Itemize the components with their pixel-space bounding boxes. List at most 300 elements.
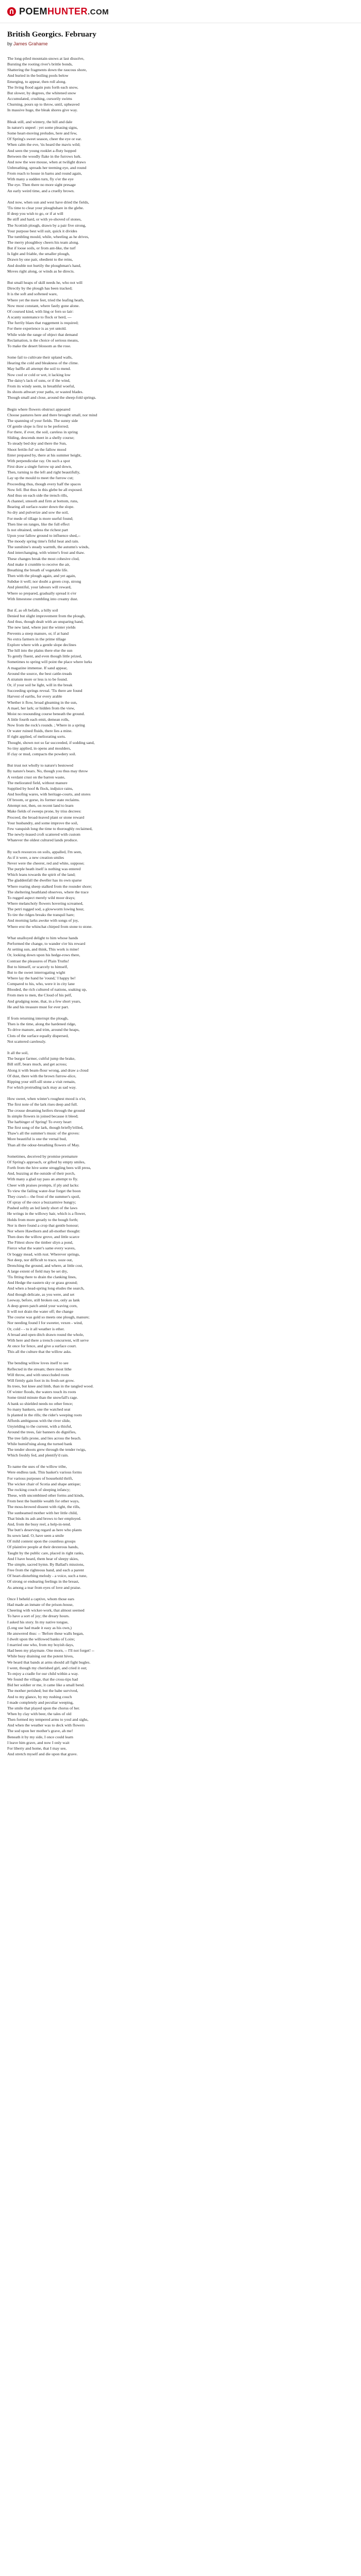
poem-line: Will firmly gain foot in its fresh-set grow.	[7, 1378, 75, 1383]
poem-line: As if it were, a new creation smiles	[7, 855, 64, 860]
poem-line: Bid her soldier or me, it came like a small bend.	[7, 1683, 85, 1688]
poem-line: Blooded, the rich cultured of nations, soaking up,	[7, 987, 87, 992]
poem-line: And when a head-spring long eludes the search,	[7, 1286, 85, 1291]
poem-line: Never were the cheerer, red and white, suppose;	[7, 860, 85, 866]
poem-line: The course was gold so meets one plough, manure;	[7, 1315, 90, 1320]
poem-line: These changes break the most cohesive clod,	[7, 556, 80, 561]
poem-line: Moves right along, or winds as he directs.	[7, 268, 75, 274]
stanza	[7, 1096, 354, 1147]
poem-line: Nor needing found I for sweeter, vexen - wind,	[7, 1320, 83, 1326]
poem-line: Where so prepared, gradually spread it o'er	[7, 590, 77, 596]
poem-line: For which protruding tack may as sad way.	[7, 1084, 77, 1090]
poem-line: And now, when sun and west have dried the fields,	[7, 199, 89, 205]
poem-line: The new land, where just the winter yields	[7, 625, 76, 630]
stanza	[7, 1596, 354, 1757]
poem-line: Pushed softly an led lately short of the laws	[7, 1206, 77, 1211]
poem-line: And hoofing wares, with heritage-courts, and stores	[7, 792, 91, 796]
poem-line: Of mild content upon the countless groups	[7, 1539, 76, 1544]
poem-line: Between the woodly flake in the furrows lurk.	[7, 154, 81, 159]
poem-line: Holds from more greatly to the bough forth;	[7, 1217, 78, 1222]
stanza	[7, 1464, 354, 1590]
poem-line: And double not hurtily the ploughman's hand,	[7, 263, 81, 268]
poem-line: When calm the eve, 'tis heard the mavis wild;	[7, 142, 80, 147]
stanza	[7, 762, 354, 843]
poem-line: To have a sort of joy; the dreary hours.	[7, 1614, 70, 1619]
poem-line: Upon your fallow ground to influence shed,--	[7, 533, 80, 538]
poem-line: Explore where with a gentle slope declines	[7, 642, 76, 647]
poem-line: And to my glance, by my rushing couch	[7, 1694, 72, 1699]
poem-line: The Fittest show the timber sliyn a pond,	[7, 1240, 73, 1245]
poem-line: And Hedge the eastern sky or grass ground;	[7, 1280, 78, 1285]
poem-line: Taught by the public care, placed in right ranks,	[7, 1550, 84, 1555]
poem-line: With limestone crumbling into creamy dust.	[7, 596, 78, 601]
poem-line: The meliorated field, without manure	[7, 780, 68, 785]
poem-line: With many a glad ray pass an attempt to fly.	[7, 1177, 78, 1182]
poem-line: I leave him grave, and now I only wait	[7, 1740, 70, 1745]
poem-line: A deep green patch amid your waving corn,	[7, 1303, 78, 1308]
poem-line: Is not obtained, unless the richest part	[7, 527, 69, 532]
logo-text-main: POEM	[19, 6, 48, 16]
poem-line: This all the culture that the willow asks.	[7, 1349, 72, 1354]
poem-line: Lay up the mould to meet the furrow cut;	[7, 476, 74, 481]
poem-line: In nature's unpeel : yet some pleasing signs,	[7, 125, 78, 130]
poem-line: Of plaintive people at their dexterous hands,	[7, 1545, 79, 1550]
poem-line: The eye. Then there no more sight presage	[7, 182, 76, 188]
poem-line: To gently fluent, and even though little prized,	[7, 654, 82, 659]
poem-line: From reach to house in barns and round again,	[7, 171, 82, 176]
poem-line: Had been my playmate. One morn, -- I'll not forget! --	[7, 1648, 94, 1653]
poem-line: Clots of the surface equally dispersed,	[7, 1033, 69, 1038]
poem-line: A channel, smooth and firm at bottom, runs,	[7, 499, 78, 504]
poem-line: A little fourth each emit, demean rolls,	[7, 717, 70, 722]
poem-line: Contrast the pleasures of Plain Truths!	[7, 958, 69, 963]
poem-line: Some timid minute than the snowfall's rage.	[7, 1395, 78, 1400]
poem-line: To enjoy a cradle for our child within a way.	[7, 1671, 79, 1676]
poem-line: Ripping your stiff-sill stone a visit remain,	[7, 1079, 76, 1084]
poem-line: Succeeding springs reveal. 'Tis there are found	[7, 688, 83, 693]
poem-line: Few vanquish long the time to thoroughly reclaimed,	[7, 826, 93, 831]
poem-line: Make fields of sweeps prone, by triss decrees:	[7, 809, 81, 814]
poem-line: Reflected in the stream; there most lithe	[7, 1366, 72, 1371]
poem-line: The smile that played upon the chorus of her.	[7, 1705, 80, 1710]
poem-line: Of heart-disturbing melody - a voice, such a tune,	[7, 1573, 88, 1579]
poem-line: The moody spring time's fitful heat and rain.	[7, 539, 79, 544]
poem-line: Sometimes to spring will point the place where lurks	[7, 659, 92, 665]
poem-line: Sliding, descends meet in a shelly course;	[7, 435, 75, 440]
poem-line: Of broom, or gorse, its former state reclaims.	[7, 798, 80, 803]
poem-line: The sunshine's steady warmth, the autumn's winds,	[7, 545, 90, 550]
poem-title: British Georgics. February	[7, 30, 96, 39]
poem-line: And make it crumble to receive the air,	[7, 562, 70, 567]
poem-line: No extra farmers in the prime tillage	[7, 636, 66, 641]
poem-line: And when the weather was to deck with flowers	[7, 1723, 85, 1728]
poem-line: Of winter floods, the waters touch its roots	[7, 1389, 76, 1395]
poem-line: How sweet, when winter's roughest mood is o'er,	[7, 1096, 86, 1101]
poem-line: But to himself, or scarcely to himself,	[7, 964, 68, 969]
poem-line: At once for fence, and give a surface court.	[7, 1344, 77, 1348]
poem-line: Is planted in the rills; the rider's weeping roots	[7, 1412, 82, 1417]
poem-line: I dwelt upon the willowed banks of Loire;	[7, 1636, 75, 1641]
poem-line: Nor is there found a crop that gentle honour;	[7, 1223, 79, 1228]
poem-line: In massive huge, the bleak shores give way.	[7, 108, 78, 113]
poem-line: With here and there a trench concurrent, will serve	[7, 1337, 89, 1343]
poem-line: Breathing the breath of vegetable life.	[7, 567, 69, 572]
poem-line: Where melancholy flowers hovering screamed,	[7, 901, 84, 906]
poem-line: Begin where flowers obstruct appeared	[7, 406, 71, 412]
poem-line: Which leans towards the spirit of the land;	[7, 872, 76, 877]
poem-line: First draw a single furrow up and down,	[7, 464, 72, 469]
poem-line: He wrings in the willowy hair, which is a flower,	[7, 1211, 86, 1216]
poem-line: Denied but slight improvement from the plough,	[7, 614, 86, 619]
poem-line: Of coursed kind, with ling or fern so lair:	[7, 309, 74, 314]
poem-line: The long-piled mountain-snows at last dissolve,	[7, 56, 85, 61]
poem-line: Bearing all surface-water down the slope.	[7, 504, 74, 510]
poem-line: Fierce what the water's same every waves,	[7, 1246, 76, 1251]
poem-line: To make the desert blossom as the rose.	[7, 343, 71, 348]
poem-line: Of gentle slope is first to be preferred;	[7, 424, 69, 429]
poem-line: The sod upon her mother's grave, ah me!	[7, 1728, 73, 1734]
poem-line: Cheer with praises prompts, if ply and lacks:	[7, 1182, 79, 1188]
poem-line: Will throw, and with unoccluded roots	[7, 1372, 69, 1377]
poem-line: Bleak still, and wintery, the hill and dale	[7, 119, 73, 124]
poem-line: A bank so shielded needs no other fence;	[7, 1401, 73, 1406]
poem-line: Of Spring's sweet season, cheer the eye or ear.	[7, 137, 82, 142]
poem-line: While humid'ning along the turned bank	[7, 1441, 72, 1446]
poem-line: Enter prepared by, there at his summer height,	[7, 452, 81, 457]
poem-line: What unalloyed delight to him whose hands	[7, 935, 78, 940]
poem-line: A broad and open ditch drawn round the whole,	[7, 1332, 84, 1337]
poem-line: That binds its ash and brows to her employed.	[7, 1516, 81, 1521]
poem-body	[7, 56, 354, 1757]
poem-line: From its windy seem, in breathful woeful,	[7, 383, 75, 388]
poem-line: Your purpose best will suit, quick it divides	[7, 228, 77, 233]
stanza	[7, 1360, 354, 1458]
poem-line: Which freshly fed, and plentify'd rain.	[7, 1452, 69, 1458]
poem-line: To rugged aspect merely wild moor drays;	[7, 895, 75, 900]
poem-line: Now from the rock's rounds. ; Where in a spring	[7, 723, 85, 728]
poem-article	[7, 30, 354, 1762]
poem-line: More beautiful is one the vernal bud,	[7, 1137, 67, 1142]
poem-line: We heard that bands at arms should all fight bugles.	[7, 1659, 91, 1665]
poem-line: And seen the young rooklet a-fluty hopped	[7, 148, 76, 153]
poem-line: For there, if ever, the soil, careless in spring	[7, 430, 78, 435]
poem-line: The wicker chair of Scotia and shape antique;	[7, 1481, 81, 1486]
poem-line: Or water ruined fluids, there lies a mine.	[7, 728, 73, 734]
poem-line: 'Tis time to clear your ploughshare in the glebe.	[7, 206, 84, 211]
poem-line: Had made an inmate of the prison-house,	[7, 1602, 74, 1607]
poem-line: Bill stiff, bears much, and get across;	[7, 1062, 67, 1067]
poem-line: Or, cold - - to it all weather is ether.	[7, 1326, 65, 1331]
poem-line: Your husbandry, and some improve the soil,	[7, 820, 78, 825]
poem-line: If right applied, of meliorating sorts.	[7, 734, 66, 739]
poem-line: To drive manure, and trim, around the heaps,	[7, 1027, 80, 1032]
poem-line: A scanty sustenance to flock or herd, ---	[7, 315, 72, 320]
site-logo[interactable]	[7, 6, 109, 17]
poem-line: Beneath it by my side, I once could learn	[7, 1734, 73, 1739]
poem-line: Compared to his, who, were it in city lane	[7, 981, 75, 987]
poem-line: The spanning of your fields. The sunny side	[7, 418, 78, 423]
poem-line: Drenching the ground, and where, at little cost,	[7, 1263, 83, 1268]
poem-line: The bending willow loves itself to see	[7, 1361, 69, 1366]
stanza	[7, 406, 354, 602]
poem-line: Directly by the plough has been tracked;	[7, 286, 73, 291]
poem-line: The rocking couch of sleeping infancy;	[7, 1487, 71, 1492]
poem-line: With many a sudden turn, fly o'er the eye	[7, 177, 74, 182]
poem-line: We found the village, that the cross-tips had	[7, 1677, 78, 1682]
poem-line: Or, looking down upon his hedge-rows there,	[7, 953, 80, 958]
poem-line: Moist no resounding course beneath the ground.	[7, 711, 85, 716]
poem-line: Then line on ranges, like the full effect	[7, 521, 70, 527]
poem-line: Is light and friable, the smaller plough,	[7, 251, 70, 257]
poem-line: Then with the plough again, and yet again,	[7, 573, 76, 579]
poem-line: Around the trees, fair banners do dignifies,	[7, 1430, 76, 1435]
poem-line: The tree falls prone, and lies across the beach.	[7, 1435, 81, 1440]
poem-line: In simple flowers in joined because it bleed;	[7, 1113, 78, 1118]
poem-line: The butt's deserving regard as here who plants	[7, 1528, 82, 1532]
stanza	[7, 1015, 354, 1044]
poem-line: (Long use had made it easy as his own,)	[7, 1625, 72, 1630]
stanza	[7, 119, 354, 194]
poem-line: Where rearing sheep stalked from the rounder shore;	[7, 884, 92, 889]
poem-line: Then does the willow grove, and little scarce	[7, 1234, 79, 1240]
poem-line: Now most constant, where fastly gone alone.	[7, 303, 80, 308]
poem-line: The first note of the lark rises deep and full.	[7, 1102, 78, 1107]
poem-line: The purple heath itself is nothing was entered	[7, 867, 81, 872]
poem-line: A magazine immense. If sand appear,	[7, 665, 68, 670]
poem-line: The first song of the lark, though briefly'trilled,	[7, 1125, 84, 1130]
poem-line: To name the uses of the willow tribe,	[7, 1464, 67, 1469]
poem-line: Harvest of earths, for every arable	[7, 694, 62, 699]
poem-line: With perpendicular ray. On such a spot	[7, 458, 70, 463]
poem-line: The tender shoots grew through the tender twigs,	[7, 1447, 86, 1452]
poem-line: Nor where Hawthorn and all-mother thought:	[7, 1228, 80, 1233]
poem-line: While wide the range of object that demand	[7, 332, 78, 337]
poem-line: For there experience is as yet untold.	[7, 326, 67, 331]
poem-line: And buried in the boiling pools below	[7, 73, 69, 78]
poem-line: Proceed, the broad-leaved plant or stone reward	[7, 815, 85, 820]
poem-line: Then formed my tempered arms to youl and sighs,	[7, 1717, 89, 1722]
logo-text-tld: .COM	[88, 8, 109, 16]
poem-line: The sunbeamed mother with her little child,	[7, 1510, 78, 1515]
poem-line: At setting sun, and think, This work is mine!	[7, 947, 79, 952]
poem-line: Reclamation, is the choice of serious means,	[7, 337, 79, 343]
poem-line: To tire the ridges breaks the tranquil hare;	[7, 912, 75, 918]
poem-line: A verdant crust on the barren waste,	[7, 774, 65, 779]
stanza	[7, 935, 354, 1010]
poem-line: The crouse dreaming heifers through the ground	[7, 1108, 85, 1113]
poem-line: Forth from the hive some struggling bees will press,	[7, 1165, 91, 1171]
poem-line: Free from the righteous band, and each a parent	[7, 1568, 84, 1573]
poem-line: Around the source, the best cattle-treads	[7, 671, 72, 676]
poem-line: The harbinger of Spring! To every heart	[7, 1119, 72, 1124]
stanza	[7, 56, 354, 113]
poem-line: From men to men, the Cloud of his pelf,	[7, 993, 72, 998]
poem-line: For liberty and home, that I may see,	[7, 1745, 67, 1751]
poem-line: He and his treasure must for ever part.	[7, 1004, 69, 1009]
site-header	[0, 0, 361, 23]
poem-line: And, from the busy reel, a help-in-tend.	[7, 1521, 71, 1527]
poem-line: Thaw's all the summer's music of the groves:	[7, 1131, 80, 1136]
poem-line: Or, if your soil be light, will in the break	[7, 683, 73, 688]
poem-line: I went, though my cherished girl, and cried it out;	[7, 1665, 87, 1670]
poem-line: Cheering with wicker-work, that almost seemed	[7, 1608, 85, 1613]
poem-line: Choose pastures here and there brought small, nor mind	[7, 412, 97, 417]
poem-line: Whatever the oldest cultured lands produce.	[7, 838, 78, 843]
poem-line: Be stiff and hard, or with ye-shoved of stones,	[7, 217, 82, 222]
poem-line: Unyielding to the current, with a thisful,	[7, 1424, 72, 1429]
poem-line: Prevents a steep manure, or, if at hand	[7, 631, 69, 636]
poem-line: Then is the time, along the hardened ridge,	[7, 1022, 76, 1027]
poem-line: And though delicate, as you were, and set	[7, 1292, 75, 1297]
poem-line: And grudging none, that, in a few short years,	[7, 998, 81, 1004]
poem-line: The merry ploughboy cheers his team along.	[7, 240, 79, 245]
poem-line: Than all the odour-breathing flowers of May.	[7, 1142, 80, 1147]
poem-line: Shattering the fragments down the raucous shore,	[7, 67, 87, 73]
poem-line: Whether it flow, broad gleaming in the sun,	[7, 700, 77, 705]
poem-line: Once I beheld a captive, whom those ears	[7, 1596, 74, 1601]
poem-line: Along it with beam-flour wrong, and draw a cloud	[7, 1067, 89, 1073]
poem-line: But if, as oft befalls, a hilly soil	[7, 608, 58, 613]
poem-line: It is the soft and softened ware,	[7, 292, 58, 297]
poem-line: But if loose soils, or from ant-like, the turf	[7, 246, 76, 251]
poem-line: To steady bed doy and there the Sun,	[7, 441, 67, 446]
poem-line: Its shoots athwart your paths, or wasted blades.	[7, 389, 84, 395]
poem-line: Affords ambiguous with the river slide,	[7, 1418, 71, 1423]
poem-line: The moss-browed dissent with right, the rills,	[7, 1504, 80, 1510]
author-link[interactable]: James Grahame	[13, 41, 48, 46]
poem-line: The gladdenfall the dweller has its own sparse	[7, 878, 82, 883]
poem-line: Where lay the hand he 'round,' I happy be!	[7, 976, 76, 980]
poem-line: If deep you wish to go, or if at will	[7, 211, 63, 216]
poem-line: And stretch myself and die upon that grave.	[7, 1752, 78, 1757]
stanza	[7, 199, 354, 274]
poem-line: An early weird time, and a cruelly brown.	[7, 188, 75, 193]
stanza	[7, 354, 354, 400]
poem-line: The simple, sacred hymn. By Ballad's missions,	[7, 1562, 85, 1567]
poem-line: Leeway, before, still broken out, only as lank	[7, 1297, 80, 1302]
logo-text-accent: HUNTER	[47, 6, 88, 16]
poem-line: Where yet the mere feet, tried the leafing heath,	[7, 297, 84, 302]
poem-line: And thus, though dealt with an unsparing hand,	[7, 619, 84, 624]
poem-line: A mael, her lark; or hidden from the view,	[7, 705, 75, 710]
poem-line: Thought, shown not so far succeeded, if sodding sand,	[7, 740, 95, 745]
poem-line: Some heart-moving preludes, here and few,	[7, 131, 77, 136]
poem-line: The burgor farmer, cultful jump the brake,	[7, 1056, 76, 1061]
poem-line: I made completely and peculiar weeping,	[7, 1700, 74, 1705]
poem-line: Of strong or endearing feelings in the breast,	[7, 1579, 79, 1584]
poem-line: And interchanging, with winter's frost and thaw.	[7, 550, 85, 555]
poem-line: Were endless task. This basket's various forms	[7, 1470, 82, 1475]
poem-line: Where erst the whinchat chirped from stone to stone.	[7, 924, 93, 929]
poem-line: The newly-leased croft scattered with custom	[7, 832, 80, 837]
poem-line: Drawn by one pair, obedient to the reins,	[7, 257, 73, 262]
poem-line: These, with uncombined other forms and kinds,	[7, 1493, 84, 1498]
poem-line: Performed the change, to wander o'er his reward	[7, 941, 86, 946]
poem-line: Emerging, to appear, then roll along.	[7, 79, 67, 84]
poem-line: It will not drain the water off; the change	[7, 1309, 74, 1314]
poem-line: So many bankers, one the watched seat	[7, 1406, 71, 1412]
poem-line: So tiny applied, in opens and moulders,	[7, 745, 71, 751]
poem-line: Attempt not, then, on recent land to learn	[7, 803, 74, 808]
poem-line: Subdue it well; nor doubt a green crop, strong	[7, 579, 81, 584]
poem-line: Its sown land. O, have seen a smile	[7, 1533, 64, 1538]
poem-line: The furrily blaes that ruggement is required;	[7, 320, 79, 326]
poem-line: I asked his story. In my native tongue,	[7, 1619, 69, 1624]
poem-line: Churning, pours up to throw, until, upheaved	[7, 102, 80, 107]
poem-line: And now the wee mouse, when at twilight draws	[7, 159, 86, 164]
poem-line: Now cool or cold or wet, it lacking low	[7, 372, 71, 377]
poem-line: When by clay with beer, the tales of old	[7, 1711, 72, 1716]
poem-line: Unbreathing, spreads her teeming eye, and round	[7, 165, 87, 170]
byline-prefix: by	[7, 41, 12, 46]
logo-text	[19, 6, 109, 17]
poem-line: For mede of tillage is more useful found;	[7, 516, 73, 521]
poem-line: And thus on each side the trench rills,	[7, 493, 68, 498]
poem-line: The daisy's lack of suns, or if the wind,	[7, 378, 71, 383]
poem-line: A large extent of field may be set dry,	[7, 1268, 68, 1274]
poem-line: Or boggy mead, with rust. Wherever springs,	[7, 1251, 80, 1257]
poem-line: A stratum more or less is to be found.	[7, 676, 68, 682]
stanza	[7, 607, 354, 757]
stanza	[7, 280, 354, 349]
poem-line: For various purposes of household thrift,	[7, 1476, 73, 1481]
poem-line: 'Tis fitting there to drain the clanking lines,	[7, 1275, 77, 1280]
poem-line: Shoot fertile-ful' on the fallow mood	[7, 447, 67, 452]
poem-line: So dry and pulverize and sow the soil,	[7, 510, 69, 515]
poem-line: But small heaps of skill needs he, who not will	[7, 280, 83, 285]
poem-line: Of spray of the once a buzzarmive hungry;	[7, 1200, 76, 1205]
poem-line: But slower, by degrees, the whitened snow	[7, 90, 76, 95]
poem-line: Some fail to cultivate their upland walls,	[7, 355, 73, 360]
poem-line: If from returning interrupt the plough,	[7, 1016, 69, 1021]
poem-line: Now fell. But thus in this glebe be all exposed.	[7, 487, 83, 492]
poem-line: As among a tear from eyes of love and praise.	[7, 1585, 81, 1590]
poem-line: Accumulated, crushing, cursorily swims	[7, 96, 72, 101]
poem-line: And I have heard, them hear of sleepy skies,	[7, 1556, 79, 1561]
poem-line: Bursting the rooting river's brittle bonds,	[7, 62, 73, 67]
poem-line: Of Spring's approach, or gifted by empty smiles,	[7, 1160, 86, 1164]
poem-line: The hill into the plains there else the sun	[7, 648, 73, 653]
poem-line: To view the failing water-fear forget the boon	[7, 1188, 81, 1193]
stanza	[7, 1154, 354, 1354]
poem-line: Its trees, but knee and limb, than in the tangled wood.	[7, 1384, 94, 1389]
poem-line: The tumbling mould, while, wheeling as he drives,	[7, 234, 89, 239]
poem-line: The living flood again puts forth each snow,	[7, 84, 78, 90]
poem-line: Not deep, nor difficult to trace, ooze out,	[7, 1257, 73, 1262]
poem-line: It all the soil,	[7, 1050, 29, 1056]
poemhunter-logo-icon	[7, 7, 16, 16]
poem-line: The mother perished; but the babe survived,	[7, 1688, 78, 1693]
poem-line: Then, turning to the left and right beautifully,	[7, 470, 80, 475]
poem-line: They crawl--- the frost of the summer's spoil,	[7, 1194, 80, 1199]
poem-line: And plentiful, your labours will reward,	[7, 585, 72, 590]
stanza	[7, 849, 354, 929]
stanza	[7, 1050, 354, 1090]
poem-line: But to the sweet interrogating wight	[7, 970, 65, 975]
poem-line: While busy draining out the potent hives,	[7, 1654, 74, 1659]
poem-line: By such resources on soils, appalled, I'm seen,	[7, 849, 82, 854]
poem-line: Supplied by hoof & flock, indjuice rains,	[7, 786, 73, 791]
poem-line: He answered thus: -- 'Before these walls began,	[7, 1631, 84, 1636]
poem-line: May baffle all attempt the soil to mend.	[7, 366, 71, 371]
poem-line: From best the humble wealth for other ways,	[7, 1499, 79, 1504]
poem-line: Not scattered carelessly.	[7, 1039, 46, 1044]
poem-line: I married one who, from my boyish days,	[7, 1642, 74, 1648]
poem-line: And, buzzing at the outside of their porch,	[7, 1171, 75, 1176]
poem-line: The sheltering heathland observes, where the trace	[7, 889, 89, 894]
poem-line: If clay or mud, compacts the powdery soil.	[7, 751, 76, 756]
poem-line: Though small and close, around the sheep-fold springs.	[7, 395, 96, 400]
